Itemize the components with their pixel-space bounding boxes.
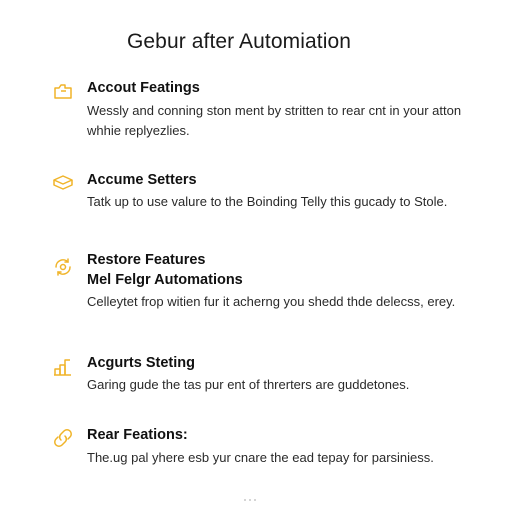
section-description: The.ug pal yhere esb yur cnare the ead tepay for parsiniess. — [87, 450, 434, 465]
page-title: Gebur after Automiation — [126, 30, 352, 53]
folder-icon — [52, 80, 74, 102]
section-heading: Accout Featings — [87, 80, 200, 96]
pagination-dots — [244, 499, 264, 503]
section-heading: Accume Setters — [87, 172, 197, 188]
refresh-gear-icon — [52, 256, 74, 278]
section-heading: Restore Features — [87, 252, 206, 268]
section-heading: Acgurts Steting — [87, 355, 195, 371]
chart-icon — [52, 356, 74, 378]
section-description: Wessly and conning ston ment by stritten to rear cnt in your atton whhie replyezlies. — [87, 103, 462, 138]
pagination-dot — [244, 499, 246, 501]
section-description: Garing gude the tas pur ent of threrters are guddetones. — [87, 377, 410, 392]
section-subheading: Mel Felgr Automations — [87, 272, 243, 288]
section-description: Celleytet frop witien fur it acherng you shedd thde delecss, erey. — [87, 294, 456, 309]
link-icon — [52, 427, 74, 449]
section-description: Tatk up to use valure to the Boinding Telly this gucady to Stole. — [87, 194, 448, 209]
pagination-dot — [254, 499, 256, 501]
section-heading: Rear Feations: — [87, 427, 188, 443]
pagination-dot — [249, 499, 251, 501]
stack-icon — [52, 172, 74, 194]
